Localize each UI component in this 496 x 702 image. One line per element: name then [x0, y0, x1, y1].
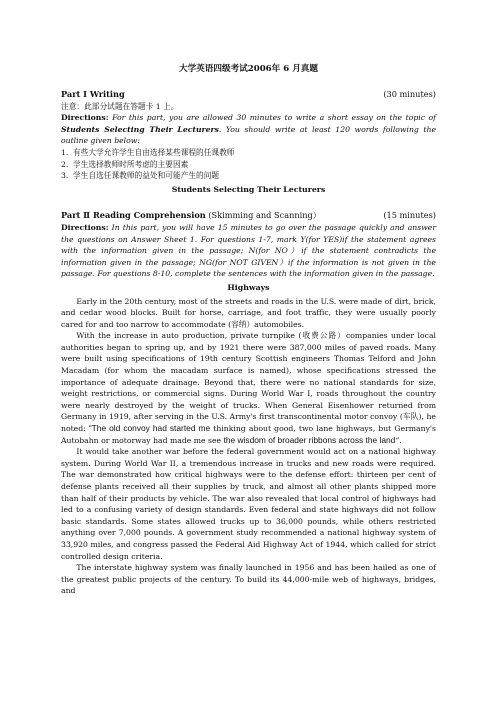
- part2-time: (15 minutes): [383, 210, 436, 221]
- part2-directions: Directions: In this part, you will have 15 minutes to go over the passage quickly and answer the questions on Answer Sheet 1. For questions 1-7, mark Y(for YES)if the statement agrees with the information given in the passage; N(for NO）if the statement contradicts the information given in the passage; NG(for NOT GIVEN）if the information is not given in the passage. For questions 8-10, complete the sentences with the information given in the passage.: [61, 222, 436, 279]
- part1-directions: Directions: For this part, you are allowed 30 minutes to write a short essay on the topic of Students Selecting Their Lecturers. You should write at least 120 words following the outline given below:: [61, 113, 436, 146]
- passage-paragraph: It would take another war before the federal government would act on a national highway system. During World War II, a tremendous increase in trucks and new roads were required. The war demonstrated how critical highways were to the defense effort: thirteen per cent of defense plants received all their supplies by truck, and almost all other plants shipped more than half of their products by vehicle. The war also revealed that local control of highways had led to a confusing variety of design standards. Even federal and state highways did not follow basic standards. Some states allowed trucks up to 36,000 pounds, while others restricted anything over 7,000 pounds. A government study recommended a national highway system of 33,920 miles, and congress passed the Federal Aid Highway Act of 1944, which called for strict controlled design criteria.: [61, 447, 436, 561]
- part2-header: [61, 210, 436, 222]
- passage-paragraph: The interstate highway system was finally launched in 1956 and has been hailed as one of the greatest public projects of the century. To build its 44,000-mile web of highways, bridges, and: [61, 563, 436, 596]
- outline-item: 1. 有些大学允许学生自由选择某些课程的任课教师: [61, 147, 235, 157]
- passage-paragraph: Early in the 20th century, most of the streets and roads in the U.S. were made of dirt, brick, and cedar wood blocks. Built for horse, carriage, and foot traffic, they were usually poorly cared for and too narrow to accommodate (容纳）automobiles.: [61, 296, 436, 329]
- part1-header: [61, 89, 436, 101]
- passage-title: Highways: [227, 282, 270, 292]
- part1-label: Part Ⅰ Writing: [61, 89, 125, 99]
- essay-title: Students Selecting Their Lecturers: [171, 184, 326, 194]
- document-title: 大学英语四级考试2006年 6 月真题: [178, 64, 318, 74]
- outline-item: 2. 学生选择教师时所考虑的主要因素: [61, 159, 189, 169]
- part2-label: Part Ⅱ Reading Comprehension (Skimming and Scanning）: [61, 210, 321, 221]
- essay-outline: [61, 147, 436, 182]
- part1-note: 注意：此部分试题在答题卡 1 上。: [61, 101, 179, 111]
- passage-paragraph: With the increase in auto production, private turnpike (收费公路）companies under local authorities began to spring up, and by 1921 there were 387,000 miles of paved roads. Many were built using specifications of 19th century Scottish engineers Thomas Telford and John Macadam (for whom the macadam surface is named), whose specifications stressed the importance of adequate drainage. Beyond that, there were no national standards for size, weight restrictions, or commercial signs. During World War I, roads throughout the country were nearly destroyed by the weight of trucks. When General Eisenhower returned from Germany in 1919, after serving in the U.S. Army's first transcontinental motor convoy (车队), he noted: “The old convoy had started me thinking about good, two lane highways, but Germany's Autobahn or motorway had made me see the wisdom of broader ribbons across the land”.: [61, 331, 436, 445]
- outline-item: 3. 学生自选任课教师的益处和可能产生的问题: [61, 171, 220, 181]
- part1-time: (30 minutes): [383, 89, 436, 99]
